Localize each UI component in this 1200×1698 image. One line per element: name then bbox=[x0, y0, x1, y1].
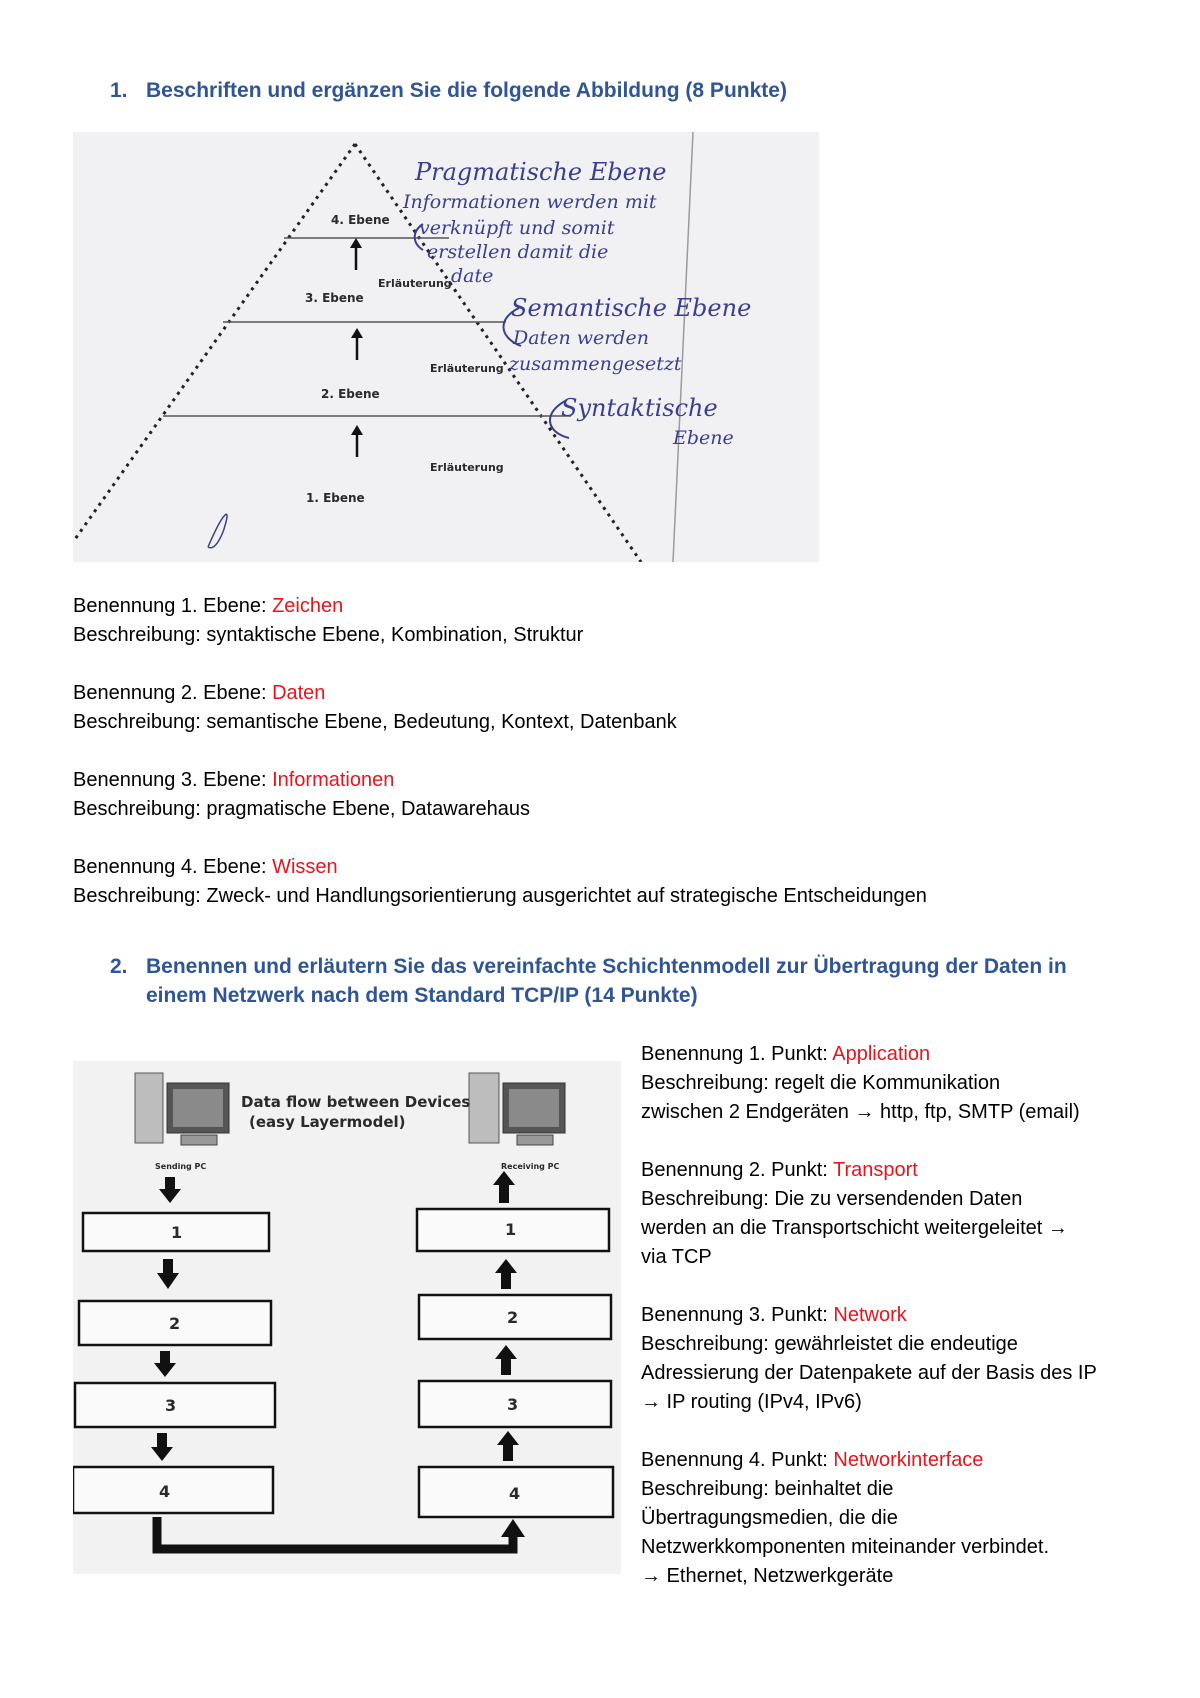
punkt-3-line-2: Adressierung der Datenpakete auf der Basis des IP bbox=[641, 1362, 1097, 1384]
punkt-4-line-1: Beschreibung: beinhaltet die bbox=[641, 1478, 894, 1500]
ebene-2-name: Benennung 2. Ebene: Daten bbox=[73, 682, 326, 704]
ebene-3-value: Informationen bbox=[272, 769, 395, 791]
up-arrow-icon bbox=[497, 1431, 519, 1461]
hand-low-l2: Ebene bbox=[673, 427, 734, 449]
hand-mid-l1: Daten werden bbox=[513, 327, 649, 349]
punkt-4-line-2: Übertragungsmedien, die die bbox=[641, 1507, 898, 1529]
punkt-1-value: Application bbox=[832, 1043, 931, 1065]
punkt-2-line-3: via TCP bbox=[641, 1246, 712, 1268]
recv-layer-num-3: 3 bbox=[507, 1395, 519, 1414]
down-arrow-icon bbox=[151, 1433, 173, 1461]
punkt-3-name: Benennung 3. Punkt: Network bbox=[641, 1304, 907, 1326]
punkt-3-value: Network bbox=[833, 1304, 907, 1326]
ebene-4-name: Benennung 4. Ebene: Wissen bbox=[73, 856, 338, 878]
recv-layer-num-1: 1 bbox=[505, 1220, 517, 1239]
ebene-2-desc: Beschreibung: semantische Ebene, Bedeutung, Kontext, Datenbank bbox=[73, 711, 677, 733]
layer-fig-title-l1: Data flow between Devices bbox=[241, 1093, 471, 1111]
sending-pc-icon bbox=[135, 1073, 229, 1145]
pyramid-arrow-4 bbox=[350, 238, 362, 270]
pyramid-level-3: 3. Ebene bbox=[305, 291, 364, 305]
recv-layer-num-4: 4 bbox=[509, 1484, 521, 1503]
sending-pc-label: Sending PC bbox=[155, 1162, 207, 1171]
down-arrow-icon bbox=[154, 1351, 176, 1377]
send-layer-box-4 bbox=[73, 1467, 273, 1513]
pyramid-erlaeuterung-2: Erläuterung bbox=[430, 362, 504, 375]
hand-mid-title: Semantische Ebene bbox=[511, 294, 752, 322]
punkt-2-line-1: Beschreibung: Die zu versendenden Daten bbox=[641, 1188, 1023, 1210]
hand-top-l3: erstellen damit die bbox=[427, 241, 609, 263]
punkte-answers bbox=[641, 1040, 1181, 1591]
question-2-title bbox=[110, 952, 1110, 1010]
send-layer-num-2: 2 bbox=[169, 1314, 181, 1333]
punkt-2-name: Benennung 2. Punkt: Transport bbox=[641, 1159, 918, 1181]
punkt-3-block bbox=[641, 1301, 1181, 1417]
pyramid-level-2: 2. Ebene bbox=[321, 387, 380, 401]
hand-top-l1: Informationen werden mit bbox=[403, 191, 657, 213]
ebene-4-block bbox=[73, 853, 1133, 911]
ebenen-answers bbox=[73, 592, 1133, 911]
punkt-2-line-2: werden an die Transportschicht weitergeleitet → bbox=[641, 1217, 1068, 1239]
punkt-3-line-3: → IP routing (IPv4, IPv6) bbox=[641, 1391, 862, 1413]
layer-fig-title-l2: (easy Layermodel) bbox=[249, 1113, 406, 1131]
punkt-4-line-4: → Ethernet, Netzwerkgeräte bbox=[641, 1565, 894, 1587]
ebene-1-name: Benennung 1. Ebene: Zeichen bbox=[73, 595, 344, 617]
hand-top-title: Pragmatische Ebene bbox=[415, 158, 667, 186]
receiving-pc-label: Receiving PC bbox=[501, 1162, 560, 1171]
pyramid-erlaeuterung-1: Erläuterung bbox=[430, 461, 504, 474]
ebene-3-desc: Beschreibung: pragmatische Ebene, Datawarehaus bbox=[73, 798, 530, 820]
punkt-3-line-1: Beschreibung: gewährleistet die endeutige bbox=[641, 1333, 1018, 1355]
ebene-2-block bbox=[73, 679, 1133, 737]
pyramid-arrow-3 bbox=[351, 328, 363, 360]
punkt-1-line-2: zwischen 2 Endgeräten → http, ftp, SMTP (email) bbox=[641, 1101, 1080, 1123]
layer-model-figure bbox=[73, 1061, 621, 1574]
punkt-4-name: Benennung 4. Punkt: Networkinterface bbox=[641, 1449, 984, 1471]
down-arrow-icon bbox=[157, 1259, 179, 1289]
ebene-1-value: Zeichen bbox=[272, 595, 344, 617]
hand-top-l4: date bbox=[451, 265, 494, 287]
ebene-1-desc: Beschreibung: syntaktische Ebene, Kombination, Struktur bbox=[73, 624, 584, 646]
up-arrow-icon bbox=[495, 1345, 517, 1375]
hand-mid-l2: zusammengesetzt bbox=[509, 353, 682, 375]
up-arrow-icon bbox=[493, 1171, 515, 1203]
down-arrow-icon bbox=[159, 1177, 181, 1203]
ebene-4-desc: Beschreibung: Zweck- und Handlungsorientierung ausgerichtet auf strategische Entscheidungen bbox=[73, 885, 927, 907]
pyramid-level-1: 1. Ebene bbox=[306, 491, 365, 505]
question-2-line-1: 2. Benennen und erläutern Sie das vereinfachte Schichtenmodell zur Übertragung der Daten in bbox=[110, 952, 1110, 981]
pyramid-level-4: 4. Ebene bbox=[331, 213, 390, 227]
ebene-2-value: Daten bbox=[272, 682, 326, 704]
send-layer-num-4: 4 bbox=[159, 1482, 171, 1501]
send-layer-num-3: 3 bbox=[165, 1396, 177, 1415]
question-1-text: Beschriften und ergänzen Sie die folgende Abbildung (8 Punkte) bbox=[146, 79, 787, 102]
pyramid-figure bbox=[73, 132, 819, 562]
punkt-1-name: Benennung 1. Punkt: Application bbox=[641, 1043, 931, 1065]
punkt-4-block bbox=[641, 1446, 1181, 1591]
pyramid-left-edge bbox=[73, 144, 355, 542]
question-1-title bbox=[110, 76, 787, 105]
hand-low-l1: Syntaktische bbox=[561, 394, 718, 422]
punkt-4-value: Networkinterface bbox=[833, 1449, 984, 1471]
question-2-number: 2. bbox=[110, 955, 128, 978]
punkt-1-block bbox=[641, 1040, 1181, 1127]
transfer-connector bbox=[157, 1517, 525, 1549]
punkt-2-value: Transport bbox=[833, 1159, 918, 1181]
ebene-3-name: Benennung 3. Ebene: Informationen bbox=[73, 769, 395, 791]
question-1-number: 1. bbox=[110, 79, 128, 102]
send-layer-num-1: 1 bbox=[171, 1223, 183, 1242]
punkt-2-block bbox=[641, 1156, 1181, 1272]
question-2-line-2: einem Netzwerk nach dem Standard TCP/IP (14 Punkte) bbox=[146, 984, 698, 1007]
ebene-1-block bbox=[73, 592, 1133, 650]
pyramid-arrow-2 bbox=[351, 425, 363, 457]
punkt-4-line-3: Netzwerkkomponenten miteinander verbindet. bbox=[641, 1536, 1049, 1558]
recv-layer-num-2: 2 bbox=[507, 1308, 519, 1327]
ebene-3-block bbox=[73, 766, 1133, 824]
ebene-4-value: Wissen bbox=[272, 856, 338, 878]
punkt-1-line-1: Beschreibung: regelt die Kommunikation bbox=[641, 1072, 1001, 1094]
pyramid-erlaeuterung-3: Erläuterung bbox=[378, 277, 452, 290]
receiving-pc-icon bbox=[469, 1073, 565, 1145]
up-arrow-icon bbox=[495, 1259, 517, 1289]
hand-top-l2: verknüpft und somit bbox=[419, 217, 615, 239]
